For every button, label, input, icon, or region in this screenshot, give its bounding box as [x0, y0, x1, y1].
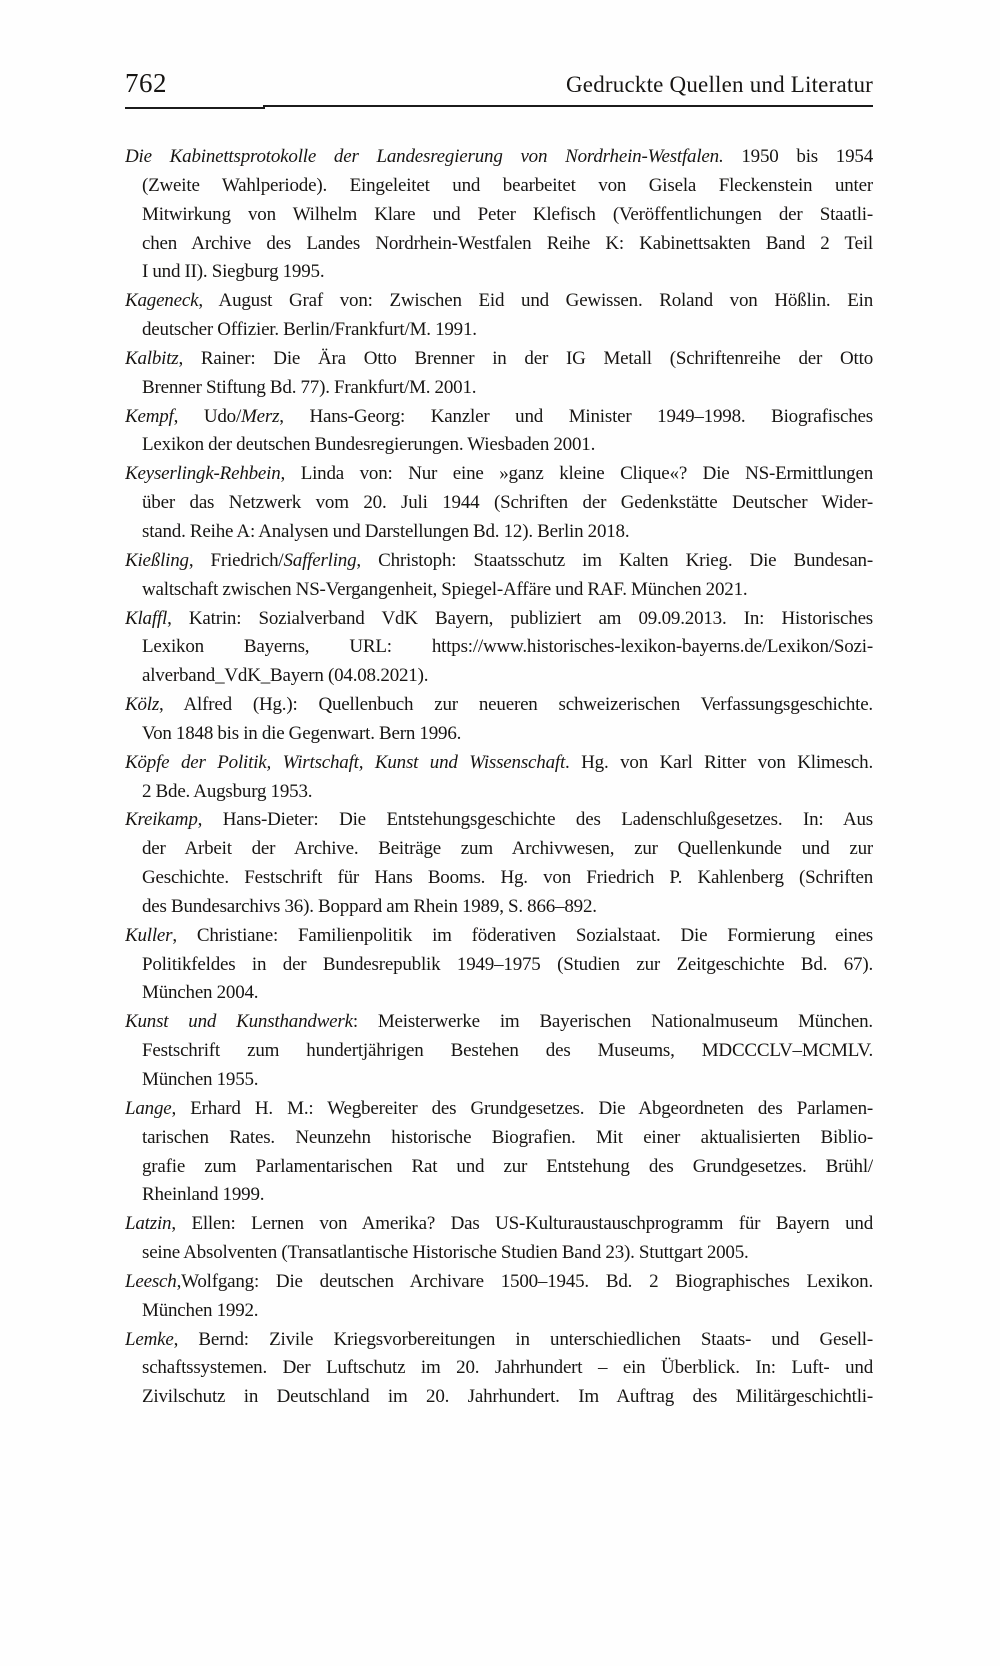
text-line [125, 1181, 873, 1210]
text-run: , Rainer: Die Ära Otto Brenner in der IG Metall (Schriftenreihe der Otto [178, 347, 873, 369]
text-run: über das Netzwerk vom 20. Juli 1944 (Schriften der Gedenkstätte Deutscher Wider- [142, 492, 873, 514]
text-run: ,Wolfgang: Die deutschen Archivare 1500–1945. Bd. 2 Biographisches Lexikon. [176, 1270, 873, 1292]
bibliography-entry [125, 1008, 873, 1095]
text-line [125, 489, 873, 518]
bibliography-entry [125, 345, 873, 403]
italic-run: Die Kabinettsprotokolle der Landesregierung von Nordrhein-Westfalen. [125, 146, 724, 167]
text-run: , Christoph: Staatsschutz im Kalten Krieg. Die Bundesan- [356, 549, 873, 571]
text-line [125, 460, 873, 489]
text-line [125, 633, 873, 662]
text-run: München 2004. [142, 982, 259, 1004]
text-line [125, 316, 873, 345]
bibliography-entry [125, 547, 873, 605]
text-line [125, 201, 873, 230]
text-line [125, 143, 873, 172]
text-run: schaftssystemen. Der Luftschutz im 20. Jahrhundert – ein Überblick. In: Luft- und [142, 1357, 873, 1379]
text-run: . Hg. von Karl Ritter von Klimesch. [565, 751, 873, 773]
text-line [125, 403, 873, 432]
text-run: , Erhard H. M.: Wegbereiter des Grundgesetzes. Die Abgeordneten des Parlamen- [171, 1097, 873, 1119]
text-line [125, 374, 873, 403]
text-run: München 1992. [142, 1299, 259, 1321]
text-line [125, 287, 873, 316]
text-run: waltschaft zwischen NS-Vergangenheit, Spiegel-Affäre und RAF. München 2021. [142, 578, 748, 600]
text-run: : Meisterwerke im Bayerischen Nationalmuseum München. [352, 1011, 873, 1033]
text-run: , Alfred (Hg.): Quellenbuch zur neueren schweizerischen Verfassungsgeschichte. [159, 694, 873, 716]
text-run: Lexikon Bayerns, URL: https://www.historisches-lexikon-bayerns.de/Lexikon/Sozi- [142, 636, 873, 658]
text-run: Von 1848 bis in die Gegenwart. Bern 1996. [142, 722, 462, 744]
text-line [125, 951, 873, 980]
text-line [125, 1153, 873, 1182]
italic-run: Kunst und Kunsthandwerk [125, 1011, 353, 1033]
text-line [125, 1124, 873, 1153]
italic-run: Kölz [125, 694, 160, 716]
text-run: des Bundesarchivs 36). Boppard am Rhein 1989, S. 866–892. [142, 895, 597, 917]
italic-run: Merz [241, 405, 280, 427]
text-run: Brenner Stiftung Bd. 77). Frankfurt/M. 2001. [142, 376, 477, 398]
text-line [125, 172, 873, 201]
italic-run: Lange [125, 1097, 172, 1119]
text-run: , Christiane: Familienpolitik im föderativen Sozialstaat. Die Formierung eines [172, 924, 873, 946]
page-number: 762 [125, 68, 167, 98]
text-line [125, 547, 873, 576]
text-run: grafie zum Parlamentarischen Rat und zur Entstehung des Grundgesetzes. Brühl/ [142, 1155, 873, 1177]
text-run: Zivilschutz in Deutschland im 20. Jahrhundert. Im Auftrag des Militärgeschichtli- [142, 1386, 873, 1408]
italic-run: Klaffl [125, 607, 168, 629]
bibliography-entry [125, 403, 873, 461]
text-line [125, 230, 873, 259]
text-run: I und II). Siegburg 1995. [142, 261, 325, 283]
bibliography-entry [125, 1326, 873, 1413]
text-line [125, 345, 873, 374]
italic-run: Kempf [125, 405, 174, 427]
text-line [125, 778, 873, 807]
text-run: München 1955. [142, 1069, 259, 1090]
text-line [125, 1326, 873, 1355]
text-line [125, 576, 873, 605]
text-run: , Friedrich/ [188, 549, 284, 571]
page-header [125, 70, 873, 97]
text-line [125, 1297, 873, 1326]
bibliography-entry [125, 922, 873, 1009]
bibliography-entry [125, 287, 873, 345]
bibliography-entry [125, 143, 873, 287]
text-run: , Udo/ [173, 405, 242, 427]
text-run: stand. Reihe A: Analysen und Darstellungen Bd. 12). Berlin 2018. [142, 520, 630, 542]
text-run: (Zweite Wahlperiode). Eingeleitet und bearbeitet von Gisela Fleckenstein unter [142, 174, 873, 196]
text-run: Rheinland 1999. [142, 1184, 265, 1206]
text-line [125, 922, 873, 951]
italic-run: Kuller [125, 924, 173, 946]
text-line [125, 431, 873, 460]
text-line [125, 1037, 873, 1066]
bibliography-entry [125, 605, 873, 692]
text-run: Festschrift zum hundertjährigen Bestehen des Museums, MDCCCLV–MCMLV. [142, 1040, 873, 1062]
italic-run: Kalbitz [125, 347, 179, 369]
text-run: Lexikon der deutschen Bundesregierungen. Wiesbaden 2001. [142, 434, 596, 456]
text-run: , Hans-Georg: Kanzler und Minister 1949–1998. Biografisches [279, 405, 873, 427]
bibliography-entry [125, 806, 873, 921]
text-run: chen Archive des Landes Nordrhein-Westfalen Reihe K: Kabinettsakten Band 2 Teil [142, 232, 873, 254]
text-line [125, 979, 873, 1008]
text-line [125, 806, 873, 835]
text-run: deutscher Offizier. Berlin/Frankfurt/M. 1991. [142, 319, 477, 341]
text-line [125, 518, 873, 547]
italic-run: Safferling [283, 549, 357, 571]
text-line [125, 258, 873, 287]
italic-run: Kreikamp [125, 809, 198, 831]
italic-run: Keyserlingk-Rehbein [125, 463, 281, 485]
bibliography-entry [125, 749, 873, 807]
text-run: seine Absolventen (Transatlantische Historische Studien Band 23). Stuttgart 2005. [142, 1242, 749, 1264]
header-rule-left [125, 107, 265, 109]
bibliography-entry [125, 1268, 873, 1326]
text-line [125, 1008, 873, 1037]
italic-run: Köpfe der Politik, Wirtschaft, Kunst und Wissenschaft [125, 751, 566, 773]
italic-run: Kageneck [125, 290, 199, 312]
bibliography-entry [125, 1210, 873, 1268]
text-line [125, 749, 873, 778]
header-rule-right [263, 105, 873, 107]
text-line [125, 1383, 873, 1412]
text-line [125, 605, 873, 634]
text-run: Politikfeldes in der Bundesrepublik 1949–1975 (Studien zur Zeitgeschichte Bd. 67). [142, 953, 873, 975]
bibliography-entry [125, 460, 873, 547]
text-line [125, 893, 873, 922]
italic-run: Kießling [125, 549, 189, 571]
text-line [125, 1354, 873, 1383]
text-run: Mitwirkung von Wilhelm Klare und Peter Klefisch (Veröffentlichungen der Staatli- [142, 203, 873, 225]
text-line [125, 691, 873, 720]
text-line [125, 1095, 873, 1124]
italic-run: Latzin [125, 1213, 172, 1235]
text-run: alverband_VdK_Bayern (04.08.2021). [142, 665, 429, 687]
bibliography-entry [125, 691, 873, 749]
text-line [125, 662, 873, 691]
text-line [125, 1268, 873, 1297]
text-run: 2 Bde. Augsburg 1953. [142, 780, 313, 802]
text-run: tarischen Rates. Neunzehn historische Biografien. Mit einer aktualisierten Biblio- [142, 1126, 873, 1148]
text-line [125, 835, 873, 864]
bibliography-entry [125, 1095, 873, 1210]
italic-run: Leesch [125, 1270, 177, 1292]
text-run: , Hans-Dieter: Die Entstehungsgeschichte des Ladenschlußgesetzes. In: Aus [197, 809, 873, 831]
text-line [125, 1066, 873, 1095]
italic-run: Lemke [125, 1328, 174, 1350]
text-run: , Ellen: Lernen von Amerika? Das US-Kulturaustauschprogramm für Bayern und [171, 1213, 873, 1235]
bibliography [125, 143, 873, 1412]
text-run: 1950 bis 1954 [723, 146, 873, 167]
text-line [125, 1210, 873, 1239]
text-run: , Bernd: Zivile Kriegsvorbereitungen in unterschiedlichen Staats- und Gesell- [173, 1328, 873, 1350]
running-title: Gedruckte Quellen und Literatur [566, 72, 873, 97]
text-line [125, 720, 873, 749]
text-run: Geschichte. Festschrift für Hans Booms. Hg. von Friedrich P. Kahlenberg (Schriften [142, 867, 873, 889]
text-line [125, 1239, 873, 1268]
text-run: , August Graf von: Zwischen Eid und Gewissen. Roland von Hößlin. Ein [198, 290, 873, 312]
text-run: der Arbeit der Archive. Beiträge zum Archivwesen, zur Quellenkunde und zur [142, 838, 873, 860]
text-line [125, 864, 873, 893]
text-run: , Katrin: Sozialverband VdK Bayern, publiziert am 09.09.2013. In: Historisches [167, 607, 873, 629]
text-run: , Linda von: Nur eine »ganz kleine Clique«? Die NS-Ermittlungen [280, 463, 873, 485]
